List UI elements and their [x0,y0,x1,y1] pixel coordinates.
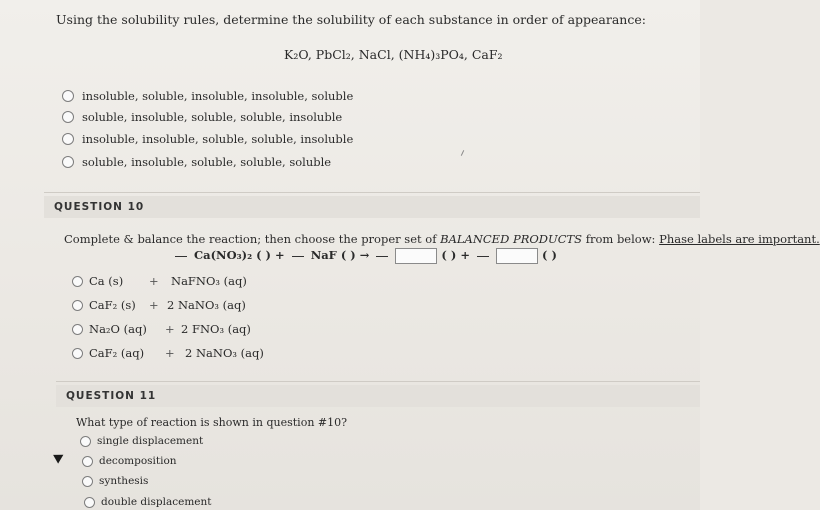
option-plus: + [149,274,159,288]
divider [44,192,700,193]
q9-option-4[interactable] [62,155,331,169]
option-product-a: Ca (s) [89,274,124,288]
radio-button[interactable] [62,111,74,123]
q10-instruction: Complete & balance the reaction; then choose the proper set of BALANCED PRODUCTS from below: Phase labels are important. [64,232,820,246]
option-plus: + [165,322,175,336]
option-product-b: 2 FNO₃ (aq) [181,322,251,336]
option-label: decomposition [99,455,177,467]
divider [56,381,700,382]
radio-button[interactable] [62,133,74,145]
option-plus: + [149,298,159,312]
option-plus: + [165,346,175,360]
option-product-b: 2 NaNO₃ (aq) [185,346,264,360]
option-product-a: CaF₂ (s) [89,298,136,312]
q11-option-2[interactable] [82,455,177,467]
coefficient-blank [477,256,489,257]
radio-button[interactable] [72,300,83,311]
text-cursor-mark [461,150,464,156]
q10-header: QUESTION 10 [54,201,145,213]
arrow-icon: → [359,248,370,262]
q11-header: QUESTION 11 [66,390,157,402]
coefficient-blank [376,256,388,257]
radio-button[interactable] [72,348,83,359]
option-product-b: NaFNO₃ (aq) [171,274,247,288]
mouse-pointer-icon [53,450,66,463]
q9-instruction: Using the solubility rules, determine the solubility of each substance in order of appearance: [56,12,646,27]
q10-option-1[interactable] [72,274,247,288]
radio-button[interactable] [72,276,83,287]
radio-button[interactable] [82,476,93,487]
product-box-1 [395,248,437,264]
option-label: insoluble, soluble, insoluble, insoluble, soluble [82,89,354,103]
option-label: single displacement [97,435,204,447]
q11-option-3[interactable] [82,475,148,487]
q9-option-2[interactable] [62,110,342,124]
coefficient-blank [292,256,304,257]
q9-formula: K₂O, PbCl₂, NaCl, (NH₄)₃PO₄, CaF₂ [284,47,503,62]
coefficient-blank [175,256,187,257]
q10-option-3[interactable] [72,322,251,336]
q11-question: What type of reaction is shown in question #10? [76,416,348,429]
option-label: synthesis [99,475,149,487]
radio-button[interactable] [62,90,74,102]
radio-button[interactable] [62,156,74,168]
q10-reaction-equation: Ca(NO₃)₂ ( ) + NaF ( ) → ( ) + ( ) [172,248,557,264]
option-product-a: CaF₂ (aq) [89,346,145,360]
radio-button[interactable] [82,456,93,467]
q10-option-4[interactable] [72,346,264,360]
option-label: double displacement [101,496,212,508]
option-label: soluble, insoluble, soluble, soluble, insoluble [82,110,343,124]
q9-option-1[interactable] [62,89,353,103]
q11-option-1[interactable] [80,435,203,447]
option-label: insoluble, insoluble, soluble, soluble, insoluble [82,132,354,146]
product-box-2 [496,248,538,264]
radio-button[interactable] [84,497,95,508]
option-product-a: Na₂O (aq) [89,322,147,336]
radio-button[interactable] [72,324,83,335]
q9-option-3[interactable] [62,132,353,146]
q10-option-2[interactable] [72,298,246,312]
q11-option-4[interactable] [84,496,212,508]
radio-button[interactable] [80,436,91,447]
option-label: soluble, insoluble, soluble, soluble, soluble [82,155,332,169]
option-product-b: 2 NaNO₃ (aq) [167,298,246,312]
